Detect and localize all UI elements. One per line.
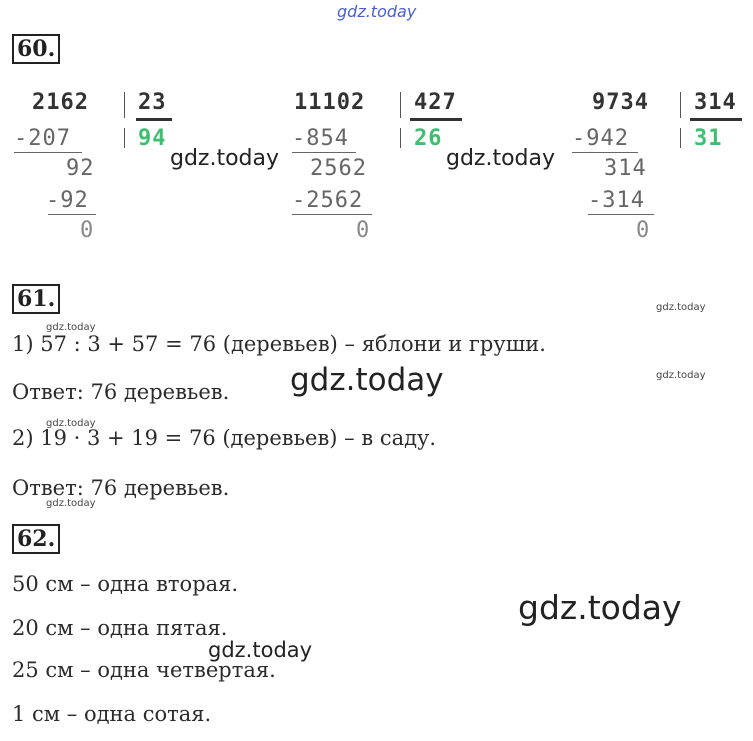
task-62-line-1: 50 см – одна вторая.: [12, 572, 239, 596]
remainder-1: 92: [66, 156, 95, 181]
final-remainder: 0: [80, 218, 95, 243]
task-62-line-2: 20 см – одна пятая.: [12, 616, 228, 640]
underline-2: [588, 214, 654, 215]
task-61-number: 61.: [12, 284, 60, 314]
underline-2: [48, 214, 96, 215]
remainder-1: 314: [604, 156, 647, 181]
divisor: 427: [414, 90, 457, 115]
task-61-line-2: 2) 19 · 3 + 19 = 76 (деревьев) – в саду.: [12, 426, 437, 450]
remainder-1: 2562: [310, 156, 367, 181]
watermark-top: gdz.today: [337, 2, 417, 21]
quotient-bar: [124, 128, 125, 148]
underline-2: [292, 214, 372, 215]
task-62-number: 62.: [12, 524, 60, 554]
subtrahend-2: -2562: [292, 188, 364, 213]
subtrahend-1: -207: [14, 126, 71, 151]
task-61-answer-1: Ответ: 76 деревьев.: [12, 380, 230, 404]
watermark: gdz.today: [290, 362, 444, 398]
task-60-number: 60.: [12, 34, 60, 64]
final-remainder: 0: [636, 218, 651, 243]
watermark-small: gdz.today: [46, 498, 96, 509]
division-bar: [680, 92, 681, 118]
watermark-small: gdz.today: [656, 370, 706, 381]
watermark: gdz.today: [170, 146, 280, 171]
watermark: gdz.today: [518, 588, 682, 627]
dividend: 9734: [592, 90, 649, 115]
quotient-bar: [680, 128, 681, 148]
underline-1: [572, 152, 638, 153]
task-62-line-4: 1 см – одна сотая.: [12, 702, 212, 726]
divisor-underline: [136, 118, 172, 121]
watermark: gdz.today: [446, 146, 556, 171]
subtrahend-2: -314: [588, 188, 645, 213]
underline-1: [292, 152, 356, 153]
watermark-small: gdz.today: [656, 302, 706, 313]
quotient: 31: [694, 126, 723, 151]
division-bar: [124, 92, 125, 118]
divisor: 23: [138, 90, 167, 115]
underline-1: [14, 152, 82, 153]
dividend: 2162: [32, 90, 89, 115]
task-61-answer-2: Ответ: 76 деревьев.: [12, 476, 230, 500]
watermark-small: gdz.today: [46, 418, 96, 429]
watermark-small: gdz.today: [46, 322, 96, 333]
divisor-underline: [690, 118, 742, 121]
divisor-underline: [410, 118, 462, 121]
task-62-line-3: 25 см – одна четвертая.: [12, 658, 276, 682]
quotient: 94: [138, 126, 167, 151]
divisor: 314: [694, 90, 737, 115]
subtrahend-1: -854: [292, 126, 349, 151]
watermark: gdz.today: [208, 638, 313, 662]
quotient-bar: [400, 128, 401, 148]
final-remainder: 0: [356, 218, 371, 243]
quotient: 26: [414, 126, 443, 151]
subtrahend-2: -92: [46, 188, 89, 213]
task-61-line-1: 1) 57 : 3 + 57 = 76 (деревьев) – яблони и груши.: [12, 332, 546, 356]
subtrahend-1: -942: [572, 126, 629, 151]
dividend: 11102: [294, 90, 366, 115]
division-bar: [400, 92, 401, 118]
